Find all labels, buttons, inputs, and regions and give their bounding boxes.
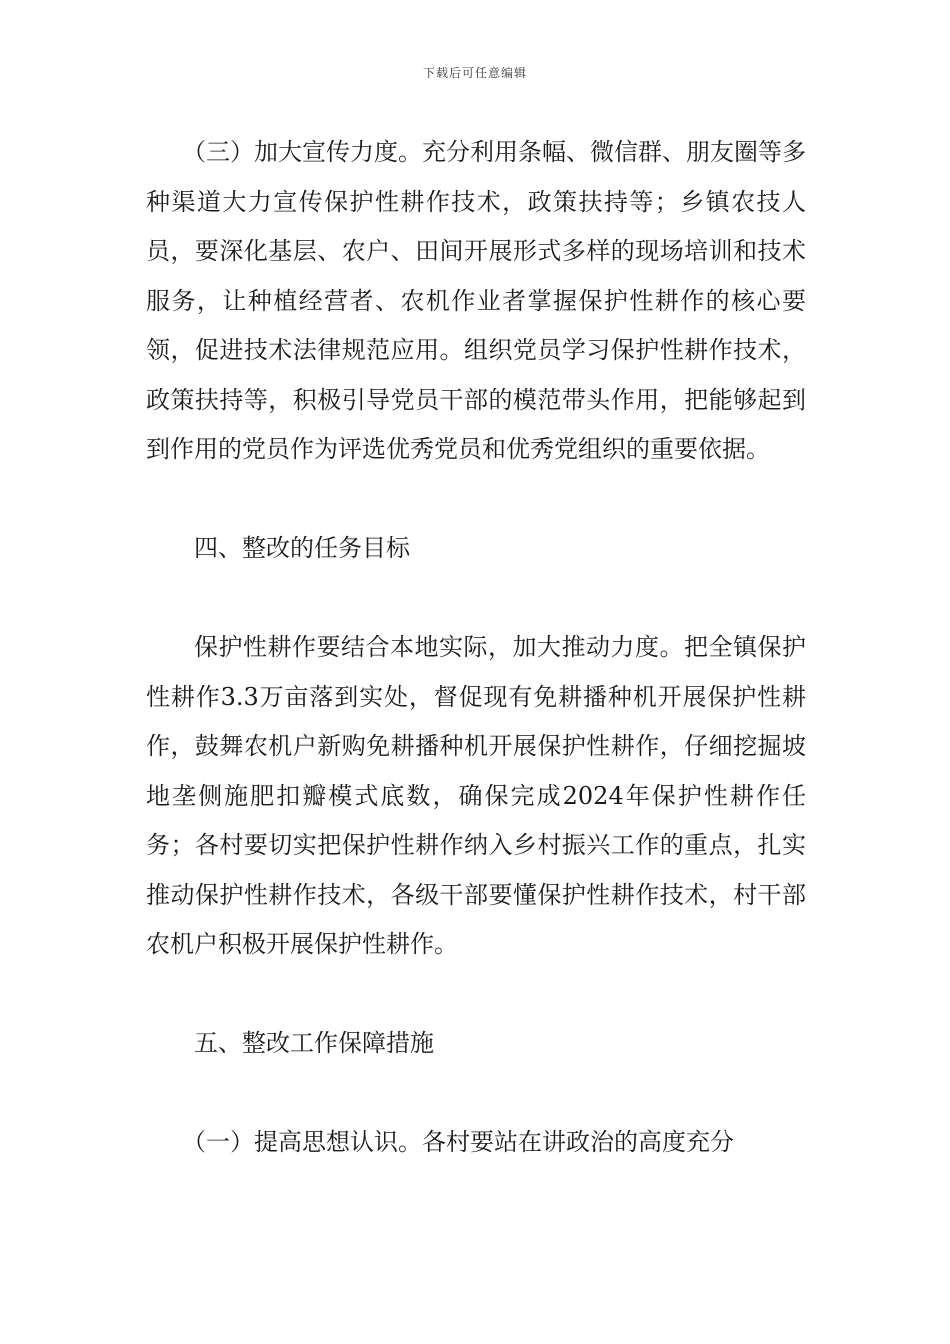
section-heading-measures: 五、整改工作保障措施 [194,1029,434,1057]
paragraph-awareness: （一）提高思想认识。各村要站在讲政治的高度充分 [182,1128,734,1156]
paragraph-publicity: （三）加大宣传力度。充分利用条幅、微信群、朋友圈等多种渠道大力宣传保护性耕作技术，政策扶持等；乡镇农技人员，要深化基层、农户、田间开展形式多样的现场培训和技术服务，让种植经营者、农机作业者掌握保护性耕作的核心要领，促进技术法律规范应用。组织党员学习保护性耕作技术，政策扶持等，积极引导党员干部的模范带头作用，把能够起到到作用的党员作为评选优秀党员和优秀党组织的重要依据。 [146,138,806,463]
paragraph-goals: 保护性耕作要结合本地实际，加大推动力度。把全镇保护性耕作3.3万亩落到实处，督促现有免耕播种机开展保护性耕作，鼓舞农机户新购免耕播种机开展保护性耕作，仔细挖掘坡地垄侧施肥扣瓣模式底数，确保完成2024年保护性耕作任务；各村要切实把保护性耕作纳入乡村振兴工作的重点，扎实推动保护性耕作技术，各级干部要懂保护性耕作技术，村干部农机户积极开展保护性耕作。 [146,633,806,958]
paragraph-spacer [146,1069,806,1119]
paragraph-spacer [146,475,806,525]
page-header: 下载后可任意编辑 [422,66,527,80]
paragraph-spacer [146,574,806,624]
paragraph-spacer [146,970,806,1020]
section-heading-goals: 四、整改的任务目标 [194,534,410,562]
document-body [146,128,806,1168]
